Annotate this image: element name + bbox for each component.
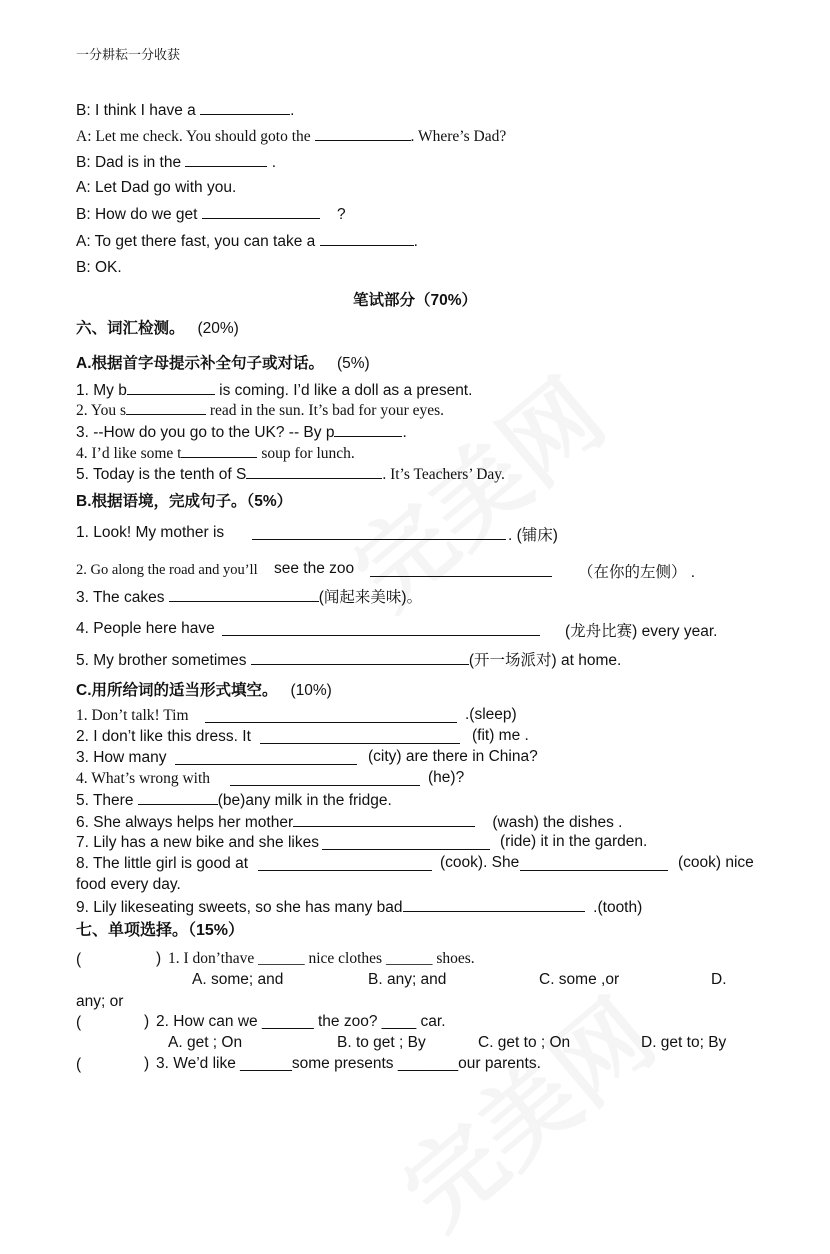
part-b-hint: （在你的左侧） . — [578, 564, 696, 581]
part-a-item: 3. --How do you go to the UK? -- By p . — [76, 424, 407, 441]
part-b-heading: B.根据语境，完成句子。（5%） — [76, 493, 293, 510]
part-b-hint: (龙舟比赛) every year. — [565, 623, 718, 640]
part-c-item: 6. She always helps her mother (wash) the dishes . — [76, 814, 623, 831]
answer-blank[interactable] — [175, 750, 357, 765]
part-a-item: 2. You s read in the sun. It’s bad for your eyes. — [76, 402, 445, 419]
dialogue-line: A: Let Dad go with you. — [76, 179, 237, 196]
option-d[interactable]: D. get to; By — [641, 1034, 727, 1051]
option-c[interactable]: C. some ,or — [539, 971, 620, 988]
part-c-hint: (ride) it in the garden. — [500, 833, 648, 850]
part-c-item: 4. What’s wrong with — [76, 770, 211, 787]
part-b-item: 5. My brother sometimes (开一场派对) at home. — [76, 652, 622, 669]
part-c-hint: (cook) nice — [678, 854, 754, 871]
part-a-heading: A.根据首字母提示补全句子或对话。 (5%) — [76, 355, 370, 372]
answer-blank[interactable] — [322, 835, 490, 850]
answer-paren-close: ) — [144, 1055, 150, 1072]
answer-blank[interactable] — [370, 562, 552, 577]
part-c-item: 7. Lily has a new bike and she likes — [76, 834, 319, 851]
answer-blank[interactable] — [205, 708, 457, 723]
part-c-item: 3. How many — [76, 749, 167, 766]
part-b-item-text: see the zoo — [274, 560, 355, 577]
part-a-item: 4. I’d like some t soup for lunch. — [76, 445, 355, 462]
option-b[interactable]: B. any; and — [368, 971, 447, 988]
part-a-item: 5. Today is the tenth of S . It’s Teachers’ Day. — [76, 466, 505, 483]
answer-blank[interactable] — [520, 856, 668, 871]
option-a[interactable]: A. get ; On — [168, 1034, 243, 1051]
option-c[interactable]: C. get to ; On — [478, 1034, 571, 1051]
part-c-hint: (city) are there in China? — [368, 748, 538, 765]
answer-blank[interactable] — [230, 771, 420, 786]
part-c-heading: C.用所给词的适当形式填空。 (10%) — [76, 682, 332, 699]
header-motto: 一分耕耘一分收获 — [76, 47, 181, 62]
section-six-heading: 六、词汇检测。 (20%) — [76, 320, 239, 337]
dialogue-line: B: How do we get ? — [76, 206, 346, 223]
dialogue-line: A: Let me check. You should goto the . Where’s Dad? — [76, 128, 507, 145]
part-b-item: 1. Look! My mother is — [76, 524, 225, 541]
part-c-item: 1. Don’t talk! Tim — [76, 707, 189, 724]
watermark — [370, 963, 679, 1253]
part-c-hint: (fit) me . — [472, 727, 529, 744]
option-a[interactable]: A. some; and — [192, 971, 284, 988]
answer-paren-open: ( — [76, 1014, 82, 1031]
section-seven-heading: 七、单项选择。（15%） — [76, 922, 245, 939]
written-section-title: 笔试部分（70%） — [352, 292, 478, 309]
part-b-hint: . (铺床) — [508, 527, 558, 544]
part-c-item: 8. The little girl is good at — [76, 855, 249, 872]
part-c-item: 5. There (be)any milk in the fridge. — [76, 792, 392, 809]
part-b-item: 4. People here have — [76, 620, 215, 637]
part-b-item: 3. The cakes (闻起来美味)。 — [76, 589, 423, 606]
question-stem: 3. We’d like ______some presents _______our parents. — [156, 1055, 541, 1072]
part-c-item-continued: food every day. — [76, 876, 181, 893]
option-b[interactable]: B. to get ; By — [337, 1034, 426, 1051]
answer-paren-open: ( — [76, 951, 82, 968]
answer-blank[interactable] — [252, 525, 506, 540]
dialogue-line: A: To get there fast, you can take a . — [76, 233, 418, 250]
answer-blank[interactable] — [258, 856, 432, 871]
part-c-item: 9. Lily likeseating sweets, so she has many bad .(tooth) — [76, 899, 643, 916]
part-c-item: 2. I don’t like this dress. It — [76, 728, 251, 745]
option-d[interactable]: D. — [711, 971, 727, 988]
part-a-item: 1. My b is coming. I’d like a doll as a present. — [76, 382, 473, 399]
option-d-continued: any; or — [76, 993, 124, 1010]
answer-paren-close: ) — [144, 1013, 150, 1030]
part-b-item: 2. Go along the road and you’ll — [76, 562, 258, 578]
answer-blank[interactable] — [222, 621, 540, 636]
part-c-hint: (cook). She — [440, 854, 520, 871]
answer-paren-open: ( — [76, 1056, 82, 1073]
question-stem: 1. I don’thave ______ nice clothes ______ shoes. — [168, 950, 475, 967]
part-c-hint: .(sleep) — [465, 706, 517, 723]
answer-paren-close: ) — [156, 950, 162, 967]
part-c-hint: (he)? — [428, 769, 465, 786]
dialogue-line: B: OK. — [76, 259, 122, 276]
dialogue-line: B: Dad is in the . — [76, 154, 277, 171]
answer-blank[interactable] — [260, 729, 460, 744]
dialogue-line: B: I think I have a . — [76, 102, 295, 119]
question-stem: 2. How can we ______ the zoo? ____ car. — [156, 1013, 446, 1030]
